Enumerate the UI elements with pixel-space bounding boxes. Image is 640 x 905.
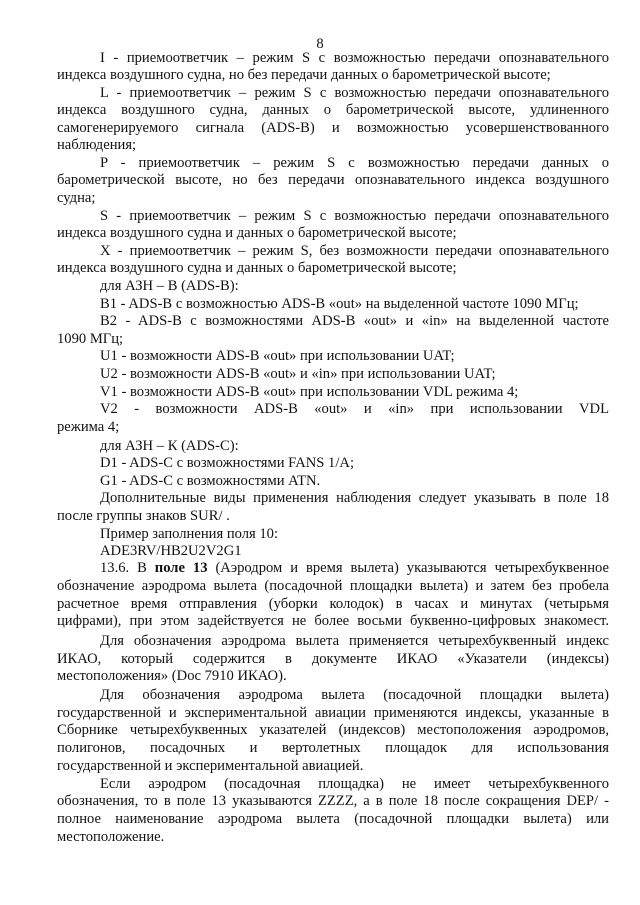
text-line: после группы знаков SUR/ . xyxy=(57,508,230,524)
text-line: Пример заполнения поля 10: xyxy=(100,526,279,542)
text-line: Для обозначения аэродрома вылета применяется четырехбуквенный индекс xyxy=(100,633,609,649)
text-line: Дополнительные виды применения наблюдения следует указывать в поле 18 xyxy=(100,490,609,506)
text-line: P - приемоответчик – режим S с возможностью передачи данных о xyxy=(100,155,609,171)
text-line: индекса воздушного судна, данных о барометрической высоте, удлиненного xyxy=(57,102,609,118)
text-line: ИКАО, который содержится в документе ИКАО «Указатели (индексы) xyxy=(57,651,609,667)
text-line: местоположения» (Doc 7910 ИКАО). xyxy=(57,668,287,684)
text-line: для АЗН – В (ADS-B): xyxy=(100,278,239,294)
text-line: местоположение. xyxy=(57,829,165,845)
text-line: государственной и экспериментальной авиацией. xyxy=(57,758,364,774)
text-line: режима 4; xyxy=(57,419,120,435)
field-reference: поле 13 xyxy=(154,560,208,576)
text-line: полигонов, посадочных и вертолетных площадок для использования xyxy=(57,740,609,756)
text-line: Если аэродром (посадочная площадка) не имеет четырехбуквенного xyxy=(100,776,609,792)
page-number: 8 xyxy=(316,36,324,52)
text-line: D1 - ADS-C с возможностями FANS 1/A; xyxy=(100,455,355,471)
text-line: Для обозначения аэродрома вылета (посадочной площадки вылета) xyxy=(100,687,609,703)
text-line: государственной и экспериментальной авиации применяются индексы, указанные в xyxy=(57,705,609,721)
text-line: ADE3RV/HB2U2V2G1 xyxy=(100,543,242,559)
text-line: 1090 МГц; xyxy=(57,331,124,347)
text-line: индекса воздушного судна, но без передачи данных о барометрической высоте; xyxy=(57,67,551,83)
text-line: X - приемоответчик – режим S, без возможности передачи опознавательного xyxy=(100,243,609,259)
text-line: индекса воздушного судна и данных о барометрической высоте; xyxy=(57,260,457,276)
text-line: U1 - возможности ADS-B «out» при использовании UAT; xyxy=(100,348,455,364)
text-line: U2 - возможности ADS-B «out» и «in» при использовании UAT; xyxy=(100,366,496,382)
text-run: (Аэродром и время вылета) указываются четырехбуквенное xyxy=(207,560,609,576)
text-line: индекса воздушного судна и данных о барометрической высоте; xyxy=(57,225,457,241)
text-line: L - приемоответчик – режим S с возможностью передачи опознавательного xyxy=(100,85,609,101)
text-run: 13.6. В xyxy=(100,560,155,576)
text-line xyxy=(100,560,609,577)
text-line: для АЗН – К (ADS-C): xyxy=(100,438,239,454)
text-line: цифрами), при этом задействуется не более восьми буквенно-цифровых знакомест. xyxy=(57,613,609,629)
text-line: судна; xyxy=(57,190,96,206)
text-line: V1 - возможности ADS-B «out» при использовании VDL режима 4; xyxy=(100,384,519,400)
text-line: G1 - ADS-C с возможностями ATN. xyxy=(100,473,321,489)
text-line: обозначения, то в поле 13 указываются ZZZZ, а в поле 18 после сокращения DEP/ - xyxy=(57,793,609,809)
text-line: барометрической высоте, но без передачи опознавательного индекса воздушного xyxy=(57,172,609,188)
text-line: B2 - ADS-B с возможностями ADS-B «out» и «in» на выделенной частоте xyxy=(100,313,609,329)
text-line: V2 - возможности ADS-B «out» и «in» при использовании VDL xyxy=(100,401,609,417)
text-line: Сборнике четырехбуквенных указателей (индексов) местоположения аэродромов, xyxy=(57,722,609,738)
text-line: B1 - ADS-B с возможностью ADS-B «out» на выделенной частоте 1090 МГц; xyxy=(100,296,579,312)
text-line: самогенерируемого сигнала (ADS-B) и возможностью усовершенствованного xyxy=(57,120,609,136)
text-line: S - приемоответчик – режим S с возможностью передачи опознавательного xyxy=(100,208,609,224)
text-line: расчетное время отправления (уборки колодок) в часах и минутах (четырьмя xyxy=(57,596,609,612)
text-line: полное наименование аэродрома вылета (посадочной площадки вылета) или xyxy=(57,811,609,827)
text-line: I - приемоответчик – режим S с возможностью передачи опознавательного xyxy=(100,50,609,66)
text-line: обозначение аэродрома вылета (посадочной площадки вылета) и затем без пробела xyxy=(57,578,609,594)
text-line: наблюдения; xyxy=(57,137,137,153)
